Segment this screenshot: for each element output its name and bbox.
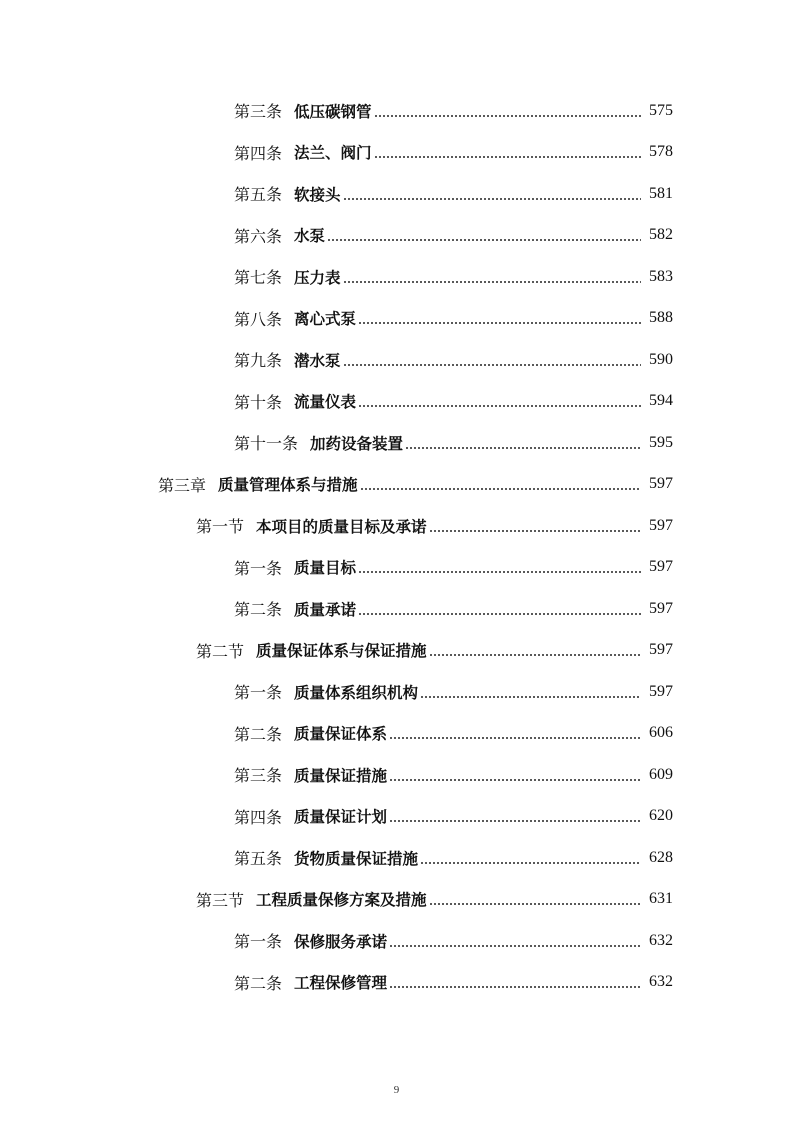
- toc-entry[interactable]: [0, 339, 793, 381]
- toc-entry-title: 工程质量保修方案及措施: [256, 891, 427, 910]
- toc-dot-leader: [389, 974, 641, 990]
- table-of-contents: [0, 90, 793, 1003]
- toc-dot-leader: [420, 850, 641, 866]
- toc-dot-leader: [343, 269, 641, 285]
- toc-entry-number: 第一条: [234, 932, 283, 952]
- toc-entry-page: 594: [649, 392, 673, 410]
- toc-entry[interactable]: [0, 298, 793, 340]
- toc-entry-number: 第八条: [234, 309, 283, 329]
- toc-dot-leader: [389, 808, 641, 824]
- toc-entry-title: 压力表: [294, 268, 341, 287]
- toc-entry-number: 第三章: [158, 475, 207, 495]
- toc-entry[interactable]: [0, 256, 793, 298]
- toc-entry-number: 第二条: [234, 724, 283, 744]
- toc-entry-title: 潜水泵: [294, 351, 341, 370]
- toc-dot-leader: [374, 103, 641, 119]
- toc-dot-leader: [358, 310, 641, 326]
- toc-entry-number: 第三条: [234, 766, 283, 786]
- toc-entry-page: 575: [649, 101, 673, 119]
- toc-dot-leader: [405, 435, 641, 451]
- toc-entry[interactable]: [0, 837, 793, 879]
- toc-entry-title: 加药设备装置: [310, 434, 404, 453]
- toc-entry-title: 质量体系组织机构: [294, 683, 419, 702]
- toc-entry-title: 质量保证计划: [294, 808, 388, 827]
- toc-entry[interactable]: [0, 132, 793, 174]
- toc-entry[interactable]: [0, 547, 793, 589]
- toc-entry-page: 628: [649, 848, 673, 866]
- toc-entry[interactable]: [0, 173, 793, 215]
- toc-entry[interactable]: [0, 713, 793, 755]
- toc-entry-title: 保修服务承诺: [294, 932, 388, 951]
- toc-dot-leader: [420, 684, 641, 700]
- toc-entry-title: 货物质量保证措施: [294, 849, 419, 868]
- toc-section-entry[interactable]: [0, 879, 793, 921]
- toc-entry-number: 第五条: [234, 185, 283, 205]
- toc-entry-page: 595: [649, 433, 673, 451]
- toc-entry-number: 第七条: [234, 268, 283, 288]
- toc-entry-page: 597: [649, 475, 673, 493]
- toc-entry[interactable]: [0, 671, 793, 713]
- toc-entry-number: 第四条: [234, 143, 283, 163]
- toc-entry-number: 第十一条: [234, 434, 299, 454]
- toc-entry-number: 第一条: [234, 683, 283, 703]
- toc-dot-leader: [358, 559, 641, 575]
- toc-entry-title: 工程保修管理: [294, 974, 388, 993]
- toc-entry-number: 第一条: [234, 558, 283, 578]
- toc-entry-page: 597: [649, 516, 673, 534]
- toc-dot-leader: [429, 518, 641, 534]
- toc-entry-page: 609: [649, 765, 673, 783]
- toc-entry-page: 588: [649, 309, 673, 327]
- toc-entry-title: 质量保证措施: [294, 766, 388, 785]
- toc-entry-number: 第二节: [196, 641, 245, 661]
- toc-entry-title: 水泵: [294, 227, 326, 246]
- toc-chapter-entry[interactable]: [0, 464, 793, 506]
- toc-entry-title: 质量承诺: [294, 600, 357, 619]
- toc-entry-number: 第五条: [234, 849, 283, 869]
- toc-dot-leader: [358, 601, 641, 617]
- toc-entry-title: 法兰、阀门: [294, 144, 372, 163]
- toc-entry-page: 582: [649, 226, 673, 244]
- toc-dot-leader: [389, 725, 641, 741]
- toc-entry-number: 第六条: [234, 226, 283, 246]
- toc-dot-leader: [429, 642, 641, 658]
- toc-entry[interactable]: [0, 381, 793, 423]
- toc-entry[interactable]: [0, 215, 793, 257]
- toc-dot-leader: [389, 933, 641, 949]
- toc-entry-number: 第十条: [234, 392, 283, 412]
- toc-entry[interactable]: [0, 754, 793, 796]
- toc-entry-page: 581: [649, 184, 673, 202]
- toc-dot-leader: [389, 767, 641, 783]
- toc-dot-leader: [360, 476, 641, 492]
- toc-entry-page: 590: [649, 350, 673, 368]
- toc-dot-leader: [343, 186, 641, 202]
- toc-entry-page: 597: [649, 682, 673, 700]
- toc-entry-page: 632: [649, 973, 673, 991]
- toc-entry[interactable]: [0, 796, 793, 838]
- toc-entry-page: 578: [649, 143, 673, 161]
- toc-entry-title: 质量保证体系: [294, 725, 388, 744]
- toc-dot-leader: [358, 393, 641, 409]
- page-number: 9: [393, 1084, 400, 1096]
- toc-dot-leader: [429, 891, 641, 907]
- toc-entry-page: 620: [649, 807, 673, 825]
- toc-entry-title: 离心式泵: [294, 310, 357, 329]
- toc-entry-page: 597: [649, 558, 673, 576]
- toc-entry-title: 本项目的质量目标及承诺: [256, 517, 427, 536]
- toc-entry-title: 质量目标: [294, 559, 357, 578]
- toc-entry[interactable]: [0, 962, 793, 1004]
- toc-entry[interactable]: [0, 920, 793, 962]
- toc-entry-number: 第三条: [234, 102, 283, 122]
- toc-section-entry[interactable]: [0, 505, 793, 547]
- toc-dot-leader: [374, 144, 641, 160]
- toc-entry-title: 流量仪表: [294, 393, 357, 412]
- toc-entry-page: 597: [649, 641, 673, 659]
- toc-entry-number: 第三节: [196, 890, 245, 910]
- toc-entry-page: 597: [649, 599, 673, 617]
- toc-entry-title: 软接头: [294, 185, 341, 204]
- toc-entry-page: 632: [649, 931, 673, 949]
- toc-entry[interactable]: [0, 90, 793, 132]
- toc-entry-number: 第一节: [196, 517, 245, 537]
- toc-entry-number: 第九条: [234, 351, 283, 371]
- toc-section-entry[interactable]: [0, 630, 793, 672]
- toc-entry-title: 质量保证体系与保证措施: [256, 642, 427, 661]
- toc-dot-leader: [343, 352, 641, 368]
- toc-entry-number: 第四条: [234, 807, 283, 827]
- toc-entry-page: 606: [649, 724, 673, 742]
- toc-entry-title: 质量管理体系与措施: [218, 476, 358, 495]
- toc-entry[interactable]: [0, 588, 793, 630]
- toc-entry-page: 583: [649, 267, 673, 285]
- toc-entry[interactable]: [0, 422, 793, 464]
- toc-dot-leader: [327, 227, 641, 243]
- toc-entry-number: 第二条: [234, 973, 283, 993]
- toc-entry-title: 低压碳钢管: [294, 102, 372, 121]
- toc-entry-page: 631: [649, 890, 673, 908]
- toc-entry-number: 第二条: [234, 600, 283, 620]
